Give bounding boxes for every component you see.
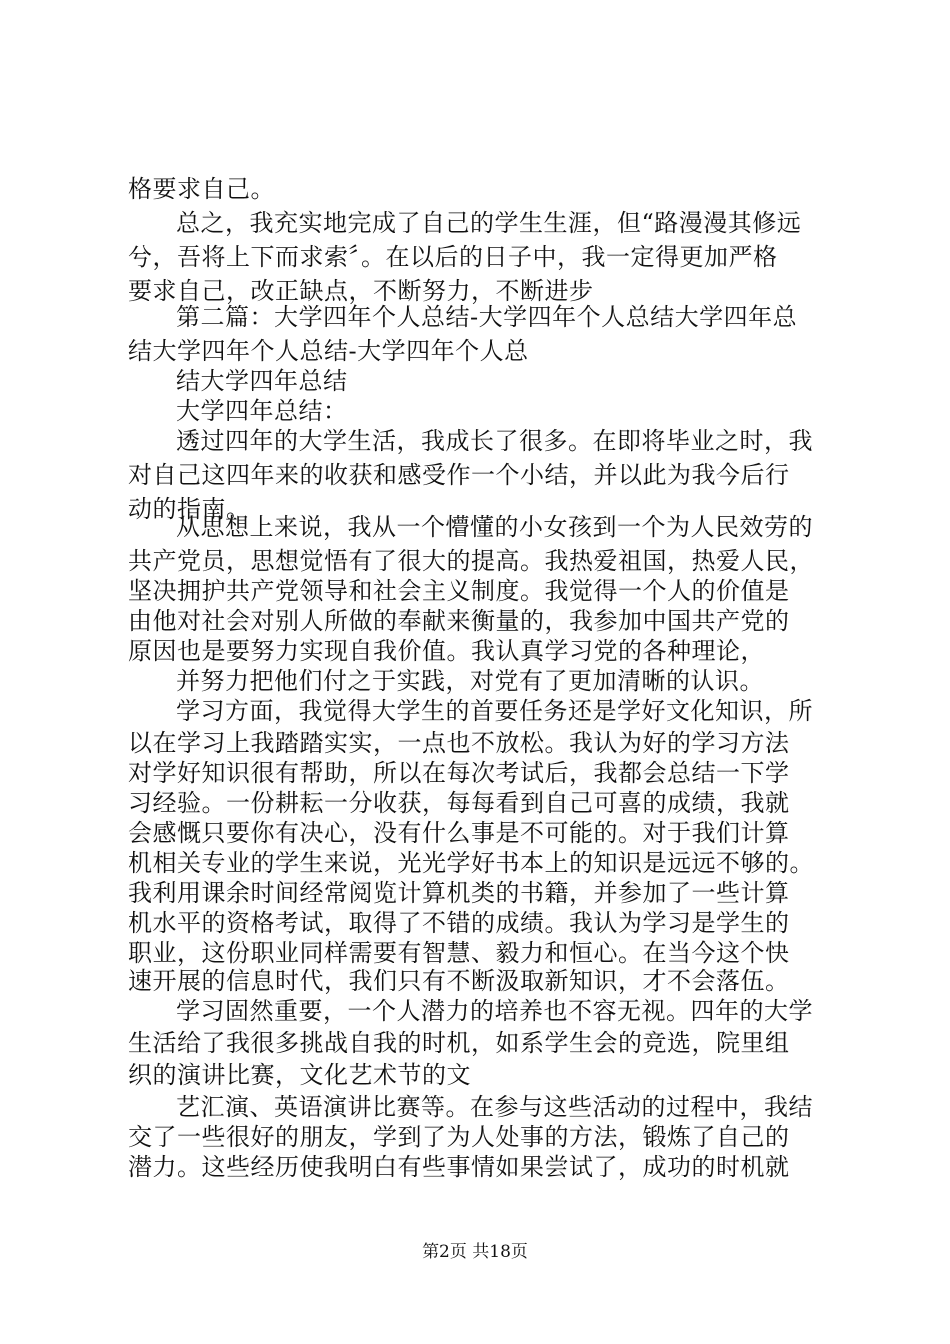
text-line: 共产党员，思想觉悟有了很大的提高。我热爱祖国，热爱人民， xyxy=(128,547,814,575)
text-line: 要求自己，改正缺点，不断努力，不断进步 xyxy=(128,277,594,305)
text-line: 结大学四年总结 xyxy=(176,367,348,395)
text-line: 第二篇：大学四年个人总结-大学四年个人总结大学四年总 xyxy=(176,303,798,331)
text-line: 透过四年的大学生活，我成长了很多。在即将毕业之时，我 xyxy=(176,427,813,455)
text-line: 职业，这份职业同样需要有智慧、毅力和恒心。在当今这个快 xyxy=(128,939,790,967)
text-line: 生活给了我很多挑战自我的时机，如系学生会的竞选，院里组 xyxy=(128,1029,790,1057)
text-line: 速开展的信息时代，我们只有不断汲取新知识，才不会落伍。 xyxy=(128,967,790,995)
text-line: 会感慨只要你有决心，没有什么事是不可能的。对于我们计算 xyxy=(128,819,790,847)
text-line: 学习方面，我觉得大学生的首要任务还是学好文化知识，所 xyxy=(176,697,813,725)
text-line: 习经验。一份耕耘一分收获，每每看到自己可喜的成绩，我就 xyxy=(128,789,790,817)
text-line: 格要求自己。 xyxy=(128,175,275,203)
text-line: 潜力。这些经历使我明白有些事情如果尝试了，成功的时机就 xyxy=(128,1153,790,1181)
text-line: 结大学四年个人总结-大学四年个人总 xyxy=(128,337,529,365)
text-line: 交了一些很好的朋友，学到了为人处事的方法，锻炼了自己的 xyxy=(128,1123,790,1151)
text-line: 原因也是要努力实现自我价值。我认真学习党的各种理论， xyxy=(128,637,765,665)
text-line: 我利用课余时间经常阅览计算机类的书籍，并参加了一些计算 xyxy=(128,879,790,907)
text-line: 以在学习上我踏踏实实，一点也不放松。我认为好的学习方法 xyxy=(128,729,790,757)
text-line: 动的指南。 xyxy=(128,495,251,523)
text-line: 学习固然重要，一个人潜力的培养也不容无视。四年的大学 xyxy=(176,997,813,1025)
text-line: 机水平的资格考试，取得了不错的成绩。我认为学习是学生的 xyxy=(128,909,790,937)
text-line: 并努力把他们付之于实践，对党有了更加清晰的认识。 xyxy=(176,667,764,695)
text-line: 从思想上来说，我从一个懵懂的小女孩到一个为人民效劳的 xyxy=(176,513,813,541)
text-line: 对学好知识很有帮助，所以在每次考试后，我都会总结一下学 xyxy=(128,759,790,787)
text-line: 由他对社会对别人所做的奉献来衡量的，我参加中国共产党的 xyxy=(128,607,790,635)
text-line: 机相关专业的学生来说，光光学好书本上的知识是远远不够的。 xyxy=(128,849,814,877)
text-line: 艺汇演、英语演讲比赛等。在参与这些活动的过程中，我结 xyxy=(176,1093,813,1121)
text-line: 坚决拥护共产党领导和社会主义制度。我觉得一个人的价值是 xyxy=(128,577,790,605)
text-line: 对自己这四年来的收获和感受作一个小结，并以此为我今后行 xyxy=(128,461,790,489)
text-line: 总之，我充实地完成了自己的学生生涯，但“路漫漫其修远 xyxy=(176,209,802,237)
page-number-footer: 第2页 共18页 xyxy=(422,1242,528,1262)
text-line: 大学四年总结： xyxy=(176,397,348,425)
text-line: 织的演讲比赛，文化艺术节的文 xyxy=(128,1061,471,1089)
text-line: 兮，吾将上下而求索〞。在以后的日子中，我一定得更加严格 xyxy=(128,243,778,271)
